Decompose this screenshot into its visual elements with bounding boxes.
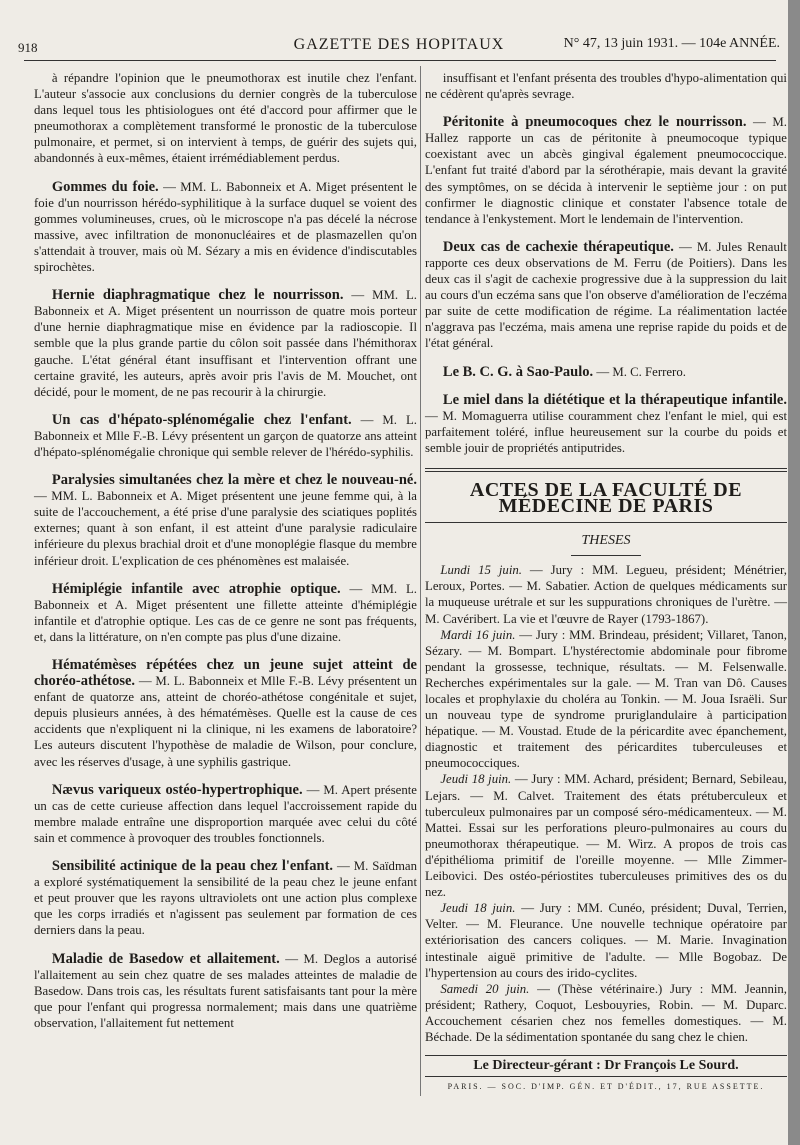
- article-heading: Sensibilité actinique de la peau chez l'enfant.: [51, 858, 334, 875]
- section-rule: [425, 471, 787, 472]
- article-heading: Hémiplégie infantile avec atrophie optique.: [51, 580, 341, 597]
- section-title: ACTES DE LA FACULTÉ DE MÉDECINE DE PARIS: [469, 478, 743, 518]
- article-paragraph: Hématémèses répétées chez un jeune sujet atteint de choréo-athétose. — M. L. Babonneix et Mlle F.-B. Lévy présentent un enfant de quatorze ans, atteint de choréo-athétose congénitale et sujet, depuis plusieurs années, à des hématémèses. Quelle est la cause de ces accidents que n'expliquent ni la clinique, ni les examens de laboratoire? Les auteurs discutent l'hypothèse de maladie de Wilson, pour conclure, avec les réserves d'usage, à une syphilis gastrique.: [34, 657, 417, 769]
- article-paragraph: Maladie de Basedow et allaitement. — M. Deglos a autorisé l'allaitement au sein chez quatre de ses malades atteintes de maladie de Basedow. Dans trois cas, les résultats furent satisfaisants tant pour la mère que pour l'enfant qui progressa normalement; mais dans une quatrième observation, l'allaitement fut nettement: [34, 950, 417, 1030]
- section-rule: [425, 522, 787, 523]
- article-heading: Le B. C. G. à Sao-Paulo.: [442, 363, 594, 380]
- thesis-entry: Mardi 16 juin. — Jury : MM. Brindeau, président; Villaret, Tanon, Sézary. — M. Bompart. L'hystérectomie abdominale pour fibrome pendant la grossesse, technique, résultats. — M. Felsenwalle. Recherches expérimentales sur la gale. — M. Tran van Dô. Causes locales et prophylaxie du choléra au Tonkin. — M. Joua Israëli. Sur un nouveau type de syndrome pruriglandulaire à participation hépatique. — M. Voustad. Etude de la péricardite avec épanchement, diagnostic et traitement des péricardites tuberculeuses et pneumococciques.: [425, 627, 787, 771]
- article-paragraph: Sensibilité actinique de la peau chez l'enfant. — M. Saïdman a exploré systématiquement la sensibilité de la peau chez le jeune enfant et peut prouver que les rayons ultraviolets ont une action plus complexe que les corps irradiés et n'agissent pas seulement par formation de ces derniers dans la peau.: [34, 858, 417, 938]
- article-heading: Nævus variqueux ostéo-hypertrophique.: [51, 781, 303, 798]
- article-paragraph: Un cas d'hépato-splénomégalie chez l'enfant. — M. L. Babonneix et Mlle F.-B. Lévy présentent un garçon de quatorze ans atteint d'hépato-splénomégalie chronique qui semble relever de l'hérédo-syphilis.: [34, 411, 417, 459]
- article-paragraph: Deux cas de cachexie thérapeutique. — M. Jules Renault rapporte ces deux observations de M. Ferru (de Poitiers). Dans les deux cas il s'agit de cachexie progressive due à la suppression du lait au cours d'un eczéma sans que l'on observe d'amélioration de l'eczéma par suite de cette modification de régime. La réalimentation lactée n'aggrava pas l'eczéma, mais amena une reprise rapide du poids et de l'état général.: [425, 238, 787, 351]
- thesis-entry: Jeudi 18 juin. — Jury : MM. Cunéo, président; Duval, Terrien, Velter. — M. Fleurance. Une nouvelle technique opératoire par extériorisation des cancers coliques. — M. Marie. Invagination intestinale aiguë primitive de l'adulte. — Mlle Bogobaz. De l'hypertension au cours des irido-cyclites.: [425, 901, 788, 980]
- thesis-entry: Jeudi 18 juin. — Jury : MM. Achard, président; Bernard, Sebileau, Lejars. — M. Calvet. Traitement des états prétuberculeux et tuberculeux pulmonaires par un composé séro-médicamenteux. — M. Mattei. Essai sur les perforations pleuro-pulmonaires au cours du pneumothorax thérapeutique. — M. Wirz. A propos de trois cas d'épithélioma primitif de l'oreille moyenne. — Mlle Zimmer-Leibovici. Des ostéo-périostites tuberculeuses primitives des os du nez.: [425, 772, 788, 900]
- thesis-entry: Lundi 15 juin. — Jury : MM. Legueu, président; Ménétrier, Leroux, Portes. — M. Sabatier. Action de quelques médicaments sur la muqueuse urétrale et sur les suppurations chroniques de l'urètre. — M. Cavéribert. La vie et l'œuvre de Rayer (1793-1867).: [425, 563, 787, 626]
- thesis-entry: Samedi 20 juin. — (Thèse vétérinaire.) Jury : MM. Jeannin, président; Rathery, Coquot, Lesbouyries, Robin. — M. Duparc. Accouchement césarien chez nos femelles domestiques. — M. Béchade. De la sédimentation spontanée du sang chez le chien.: [425, 981, 787, 1044]
- section-subtitle: THESES: [581, 533, 631, 549]
- article-heading: Péritonite à pneumocoques chez le nourrisson.: [442, 114, 747, 131]
- article-paragraph: insuffisant et l'enfant présenta des troubles d'hypo-alimentation qui ne cédèrent qu'après sevrage.: [425, 71, 787, 102]
- article-paragraph: Hernie diaphragmatique chez le nourrisson. — MM. L. Babonneix et A. Miget présentent un nourrisson de quatre mois porteur d'une hernie diaphragmatique mise en évidence par la radioscopie. Il semble que la plus grande partie du côlon soit passée dans l'hémithorax gauche. L'état général étant insuffisant et l'intervention offrant une certaine gravité, les auteurs, après avoir pris l'avis de M. Mouchet, ont décidé, pour le moment, de ne pas recourir à la chirurgie.: [34, 287, 417, 399]
- article-paragraph: Paralysies simultanées chez la mère et chez le nouveau-né. — MM. L. Babonneix et A. Miget présentent une jeune femme qui, à la suite de l'accouchement, a été prise d'une paralysie des sciatiques poplités externes; quant à son enfant, il est atteint d'une paralysie radiculaire inférieure du plexus brachial droit et d'une monoplégie flasque du membre inférieur droit. L'explication de ces phénomènes est malaisée.: [34, 472, 417, 568]
- director-line: Le Directeur-gérant : Dr François Le Sourd.: [425, 1055, 787, 1074]
- article-heading: Gommes du foie.: [51, 178, 159, 195]
- page-number: 918: [18, 40, 38, 55]
- left-column: [34, 70, 417, 1043]
- right-column: [425, 70, 787, 1095]
- section-rule: [425, 468, 787, 469]
- header-rule: [24, 60, 776, 61]
- article-paragraph: Péritonite à pneumocoques chez le nourrisson. — M. Hallez rapporte un cas de péritonite à pneumocoque typique coexistant avec un abcès gingival également pneumococcique. L'enfant fut traité d'abord par la sérothérapie, mais devant la gravité des symptômes, on se décida à intervenir le septième jour : on put confirmer le diagnostic clinique et constater l'absence totale de tendance à l'enkystement. Mort le lendemain de l'intervention.: [425, 114, 787, 226]
- page-edge: [788, 0, 800, 1145]
- column-divider: [420, 66, 421, 1096]
- issue-info: N° 47, 13 juin 1931. — 104e ANNÉE.: [563, 36, 780, 51]
- article-paragraph: Le B. C. G. à Sao-Paulo. — M. C. Ferrero.: [442, 363, 686, 380]
- article-heading: Un cas d'hépato-splénomégalie chez l'enfant.: [51, 411, 352, 428]
- article-heading: Deux cas de cachexie thérapeutique.: [442, 238, 674, 255]
- article-heading: Maladie de Basedow et allaitement.: [51, 950, 280, 967]
- subtitle-rule: [571, 555, 641, 556]
- article-paragraph: Le miel dans la diététique et la thérapeutique infantile. — M. Momaguerra utilise couramment chez l'enfant le miel, qui est parfaitement toléré, influe heureusement sur la courbe du poids et semble jouir de propriétés antiputrides.: [425, 391, 787, 455]
- article-heading: Hernie diaphragmatique chez le nourrisson.: [51, 287, 344, 304]
- journal-title: GAZETTE DES HOPITAUX: [293, 36, 505, 53]
- article-paragraph: Nævus variqueux ostéo-hypertrophique. — M. Apert présente un cas de cette curieuse affection dans lequel l'accroissement rapide du membre malade entraîne une disproportion marquée avec celui du côté sain et commence à provoquer des troubles fonctionnels.: [34, 781, 417, 845]
- article-heading: Paralysies simultanées chez la mère et chez le nouveau-né.: [51, 472, 417, 489]
- article-paragraph: Gommes du foie. — MM. L. Babonneix et A. Miget présentent le foie d'un nourrisson hérédo-syphilitique à la surface duquel se voient des gommes volumineuses, crues, où le microscope n'a pas décelé la nécrose massive, avec infiltration de mononucléaires et de plasmazellen qu'on s'attendait à trouver, mais où M. Sézary a mis en évidence d'indiscutables spirochètes.: [34, 178, 417, 275]
- article-heading: Hématémèses répétées chez un jeune sujet atteint de choréo-athétose.: [34, 657, 417, 690]
- article-heading: Le miel dans la diététique et la thérapeutique infantile.: [442, 391, 787, 408]
- printer-line: PARIS. — SOC. D'IMP. GÉN. ET D'ÉDIT., 17, RUE ASSETTE.: [425, 1076, 787, 1095]
- article-paragraph: Hémiplégie infantile avec atrophie optique. — MM. L. Babonneix et A. Miget présentent une fillette atteinte d'hémiplégie infantile et d'atrophie optique. Les cas de ce genre ne sont pas fréquents, et, dans la littérature, on n'en compte pas plus d'une dizaine.: [34, 580, 418, 644]
- page-header: [18, 28, 780, 58]
- article-paragraph: à répandre l'opinion que le pneumothorax est inutile chez l'enfant. L'auteur s'associe aux conclusions du dernier congrès de la tuberculose dans lequel tous les phtisiologues ont été d'accord pour affirmer que le pneumothorax a complètement transformé le pronostic de la tuberculose pulmonaire, et permet, si on intervient à temps, de guérir des sujets qui, abandonnés à eux-mêmes, étaient irrémédiablement perdus.: [34, 71, 417, 166]
